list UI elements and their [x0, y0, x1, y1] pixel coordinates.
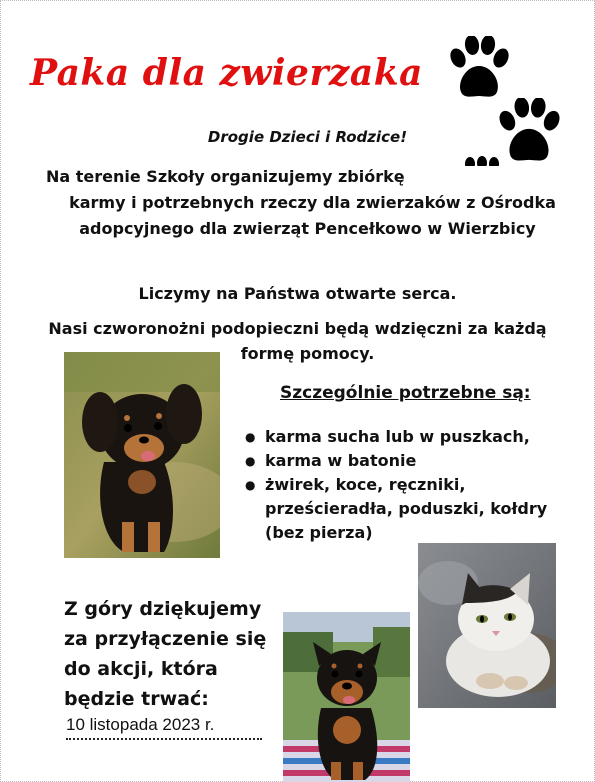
- list-item-continuation: (bez pierza): [265, 523, 373, 542]
- cat-photo: [418, 543, 556, 708]
- needed-items-heading: Szczególnie potrzebne są:: [280, 383, 531, 403]
- thanks-paragraph: [64, 594, 266, 714]
- thanks-line: Z góry dziękujemy: [64, 598, 262, 620]
- list-item-continuation: prześcieradła, poduszki, kołdry: [265, 499, 548, 518]
- greeting: Drogie Dzieci i Rodzice!: [207, 128, 408, 146]
- event-date: 10 listopada 2023 r.: [66, 715, 262, 740]
- list-item: ● żwirek, koce, ręczniki,: [245, 473, 547, 497]
- thanks-line: będzie trwać:: [64, 688, 209, 710]
- page-title: Paka dla zwierzaka: [30, 52, 423, 94]
- thanks-line: do akcji, która: [64, 658, 218, 680]
- dog-photo: [64, 352, 220, 558]
- appeal-text: Liczymy na Państwa otwarte serca.: [138, 284, 457, 303]
- intro-line: adopcyjnego dla zwierząt Pencełkowo w Wierzbicy: [79, 219, 536, 238]
- thanks-line: za przyłączenie się: [64, 628, 267, 650]
- gratitude-line: formę pomocy.: [240, 344, 375, 363]
- needed-items-list: [245, 425, 547, 545]
- list-item: ● karma w batonie: [245, 449, 547, 473]
- puppy-photo: [283, 612, 410, 782]
- paw-print-icon: [448, 36, 510, 102]
- list-item: ● karma sucha lub w puszkach,: [245, 425, 547, 449]
- intro-paragraph: [0, 164, 595, 242]
- intro-line: Na terenie Szkoły organizujemy zbiórkę: [46, 167, 405, 186]
- intro-line: karmy i potrzebnych rzeczy dla zwierzaków z Ośrodka: [69, 193, 556, 212]
- gratitude-line: Nasi czworonożni podopieczni będą wdzięczni za każdą: [48, 319, 547, 338]
